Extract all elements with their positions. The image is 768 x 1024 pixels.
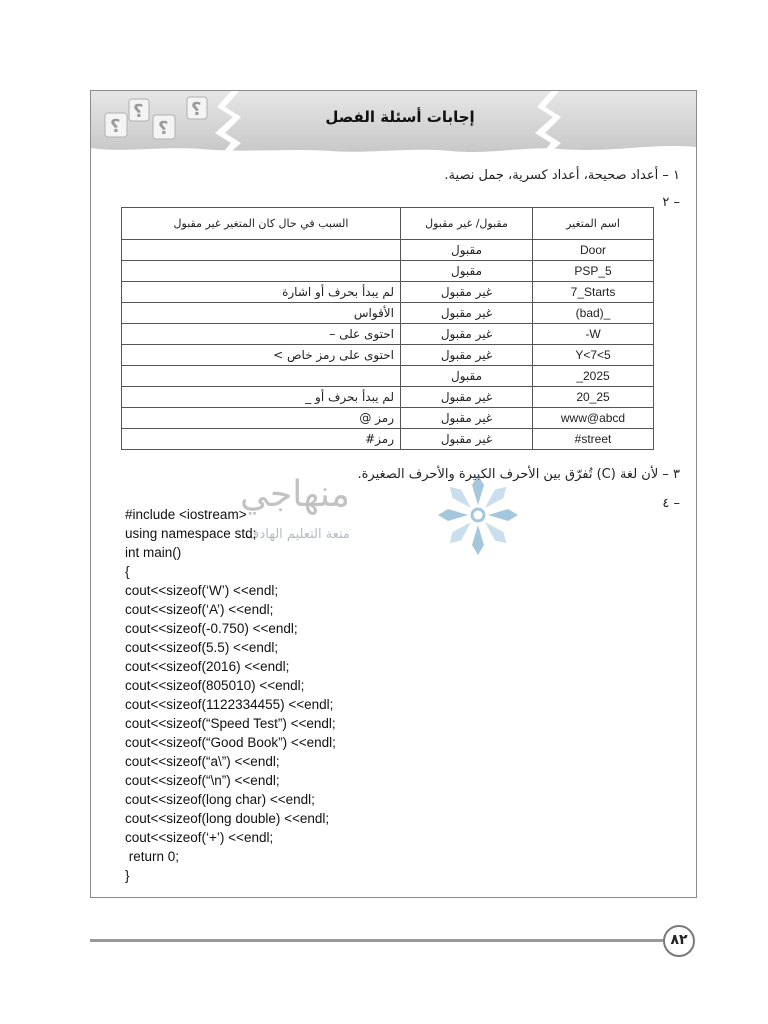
code-line: cout<<sizeof(-0.750) <<endl; xyxy=(125,621,298,636)
table-row xyxy=(122,282,654,303)
table-row xyxy=(122,366,654,387)
svg-text:؟: ؟ xyxy=(133,101,144,122)
watermark-slogan: متعة التعليم الهادف xyxy=(246,527,350,542)
reason-cell: رمز# xyxy=(122,429,401,450)
acceptance-cell: غير مقبول xyxy=(401,345,533,366)
code-line: cout<<sizeof(“\n”) <<endl; xyxy=(125,773,280,788)
acceptance-cell: مقبول xyxy=(401,366,533,387)
table-row xyxy=(122,303,654,324)
table-row xyxy=(122,345,654,366)
acceptance-cell: غير مقبول xyxy=(401,303,533,324)
code-line: using namespace std; xyxy=(125,526,257,541)
acceptance-cell: غير مقبول xyxy=(401,429,533,450)
variable-name-cell: PSP_5 xyxy=(533,261,654,282)
answer-3: ٣ – لأن لغة (C) تُفرّق بين الأحرف الكبيرة والأحرف الصغيرة. xyxy=(357,467,680,482)
variable-name-cell: #street xyxy=(533,429,654,450)
table-row xyxy=(122,408,654,429)
svg-text:؟: ؟ xyxy=(110,116,121,137)
variable-name-cell: 7_Starts xyxy=(533,282,654,303)
variable-name-cell: (bad)_ xyxy=(533,303,654,324)
variables-table xyxy=(121,207,654,450)
table-row xyxy=(122,240,654,261)
acceptance-cell: مقبول xyxy=(401,240,533,261)
variable-name-cell: _2025 xyxy=(533,366,654,387)
code-line: cout<<sizeof(805010) <<endl; xyxy=(125,678,305,693)
reason-cell xyxy=(122,366,401,387)
table-row xyxy=(122,429,654,450)
variable-name-cell: Y<7<5 xyxy=(533,345,654,366)
code-line: cout<<sizeof(‘+’) <<endl; xyxy=(125,830,274,845)
variable-name-cell: -W xyxy=(533,324,654,345)
answer-2-label: – ٢ xyxy=(662,195,680,210)
answer-4-label: – ٤ xyxy=(662,496,680,511)
acceptance-cell: غير مقبول xyxy=(401,282,533,303)
answer-1: ١ – أعداد صحيحة، أعداد كسرية، جمل نصية. xyxy=(444,168,680,183)
code-line: cout<<sizeof(“a\”) <<endl; xyxy=(125,754,280,769)
table-row xyxy=(122,324,654,345)
code-line: cout<<sizeof(‘A’) <<endl; xyxy=(125,602,274,617)
reason-cell: لم يبدأ بحرف أو اشارة xyxy=(122,282,401,303)
code-line: cout<<sizeof(“Good Book”) <<endl; xyxy=(125,735,336,750)
acceptance-cell: غير مقبول xyxy=(401,387,533,408)
footer-rule xyxy=(90,939,665,942)
acceptance-cell: غير مقبول xyxy=(401,408,533,429)
svg-text:؟: ؟ xyxy=(191,99,202,120)
code-line: cout<<sizeof(“Speed Test”) <<endl; xyxy=(125,716,336,731)
table-row xyxy=(122,387,654,408)
code-block xyxy=(125,505,336,885)
variable-name-cell: 20_25 xyxy=(533,387,654,408)
reason-cell: احتوى على – xyxy=(122,324,401,345)
page-number: ٨٢ xyxy=(663,925,695,957)
reason-cell: الأقواس xyxy=(122,303,401,324)
code-line: int main() xyxy=(125,545,182,560)
column-header-acceptance: مقبول/ غير مقبول xyxy=(401,208,533,240)
reason-cell: لم يبدأ بحرف أو _ xyxy=(122,387,401,408)
reason-cell xyxy=(122,261,401,282)
watermark-brand: منهاجي xyxy=(240,474,350,515)
code-line: cout<<sizeof(long char) <<endl; xyxy=(125,792,315,807)
code-line: return 0; xyxy=(125,849,180,864)
reason-cell: احتوى على رمز خاص > xyxy=(122,345,401,366)
reason-cell xyxy=(122,240,401,261)
code-line: cout<<sizeof(1122334455) <<endl; xyxy=(125,697,334,712)
code-line: cout<<sizeof(‘W’) <<endl; xyxy=(125,583,279,598)
code-line: } xyxy=(125,868,130,883)
code-line: #include <iostream> xyxy=(125,507,247,522)
code-line: cout<<sizeof(long double) <<endl; xyxy=(125,811,330,826)
table-header-row xyxy=(122,208,654,240)
code-line: cout<<sizeof(2016) <<endl; xyxy=(125,659,290,674)
column-header-variable-name: اسم المتغير xyxy=(533,208,654,240)
code-line: cout<<sizeof(5.5) <<endl; xyxy=(125,640,279,655)
variable-name-cell: www@abcd xyxy=(533,408,654,429)
variable-name-cell: Door xyxy=(533,240,654,261)
reason-cell: رمز @ xyxy=(122,408,401,429)
acceptance-cell: غير مقبول xyxy=(401,324,533,345)
table-row xyxy=(122,261,654,282)
svg-text:؟: ؟ xyxy=(158,118,169,139)
acceptance-cell: مقبول xyxy=(401,261,533,282)
code-line: { xyxy=(125,564,130,579)
page-title: إجابات أسئلة الفصل xyxy=(325,108,475,126)
column-header-reason: السبب في حال كان المتغير غير مقبول xyxy=(122,208,401,240)
